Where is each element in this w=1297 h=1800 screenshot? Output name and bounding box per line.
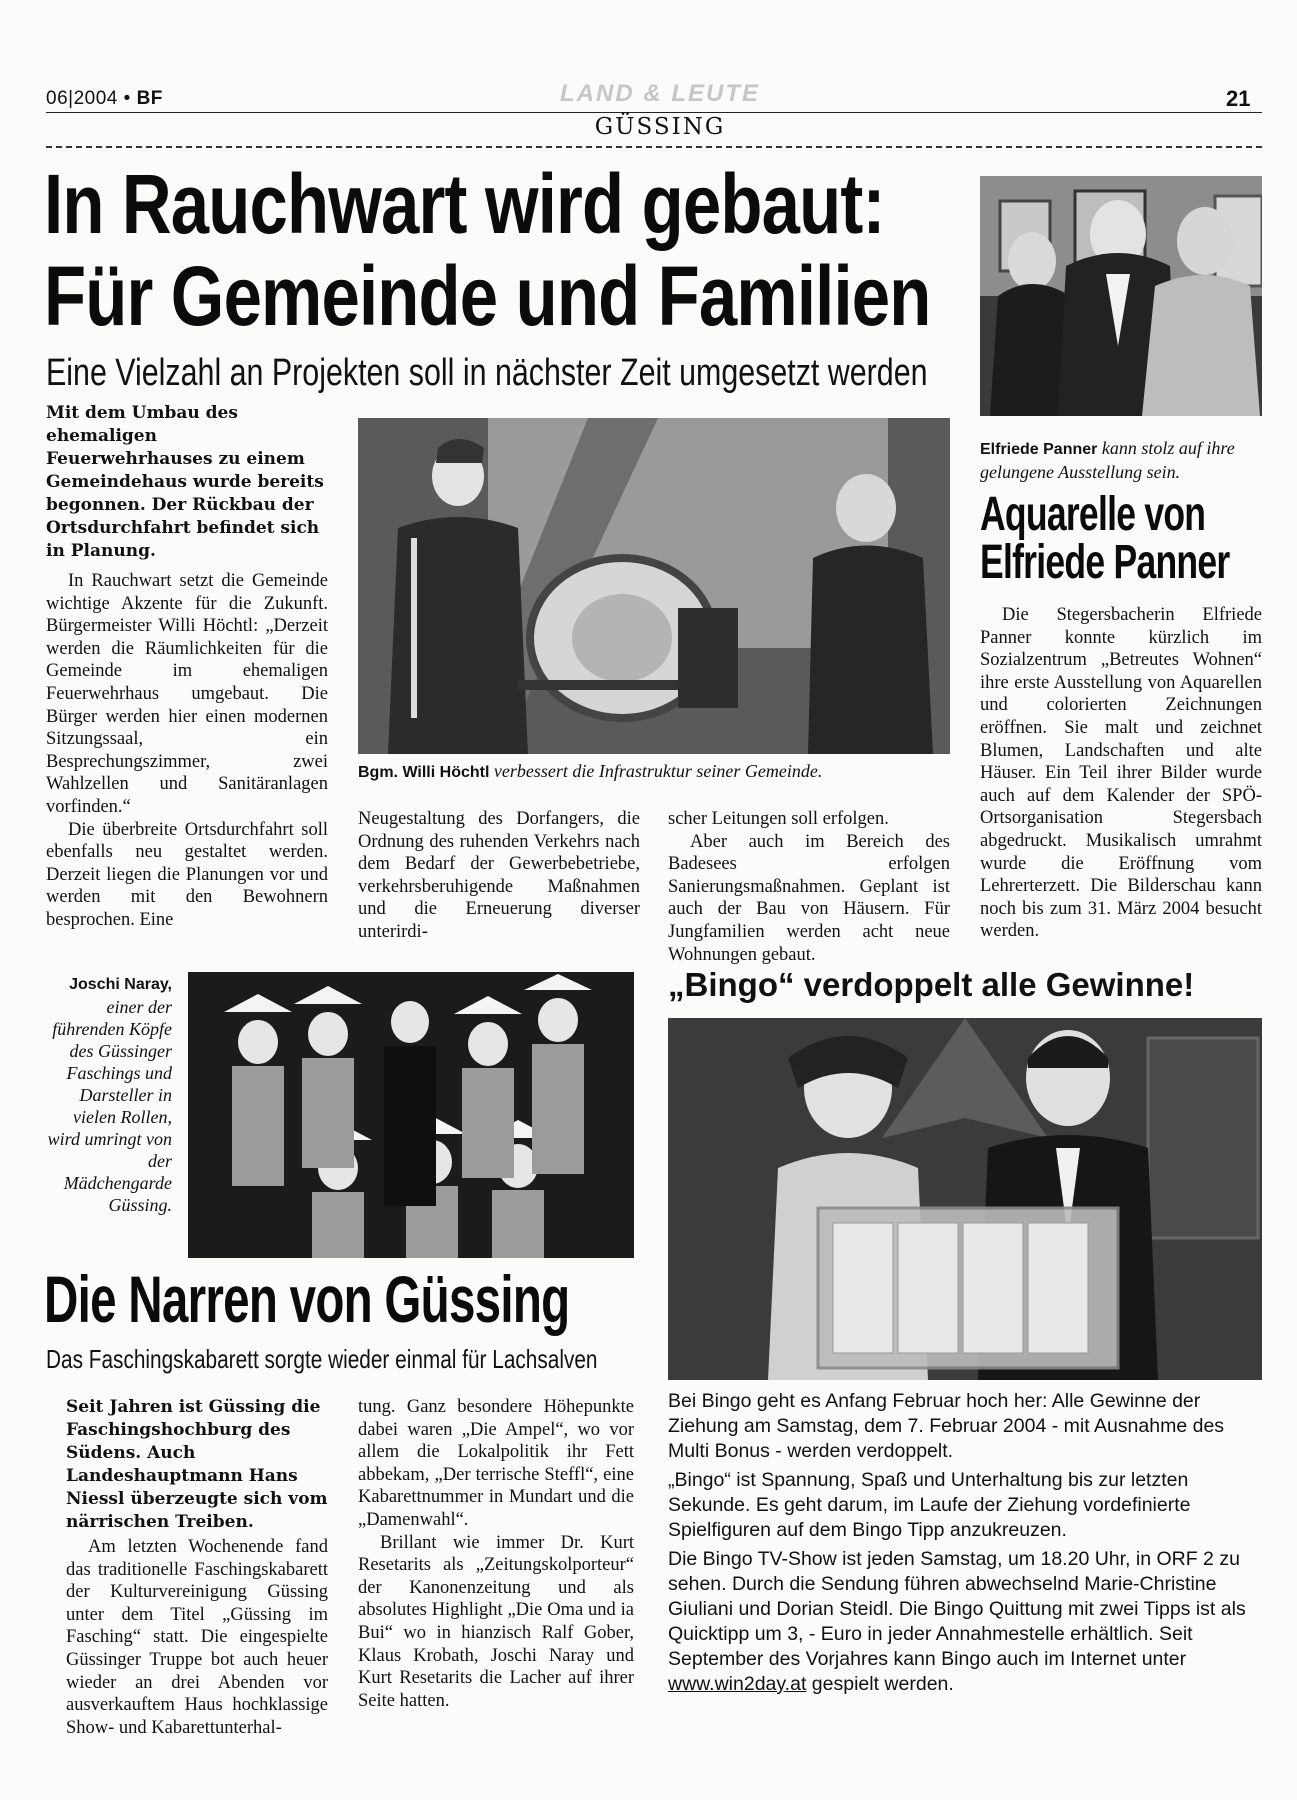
main-lead: Mit dem Umbau des ehemaligen Feuerwehrhauses zu einem Gemeindehaus wurde bereits begonnen. Der Rückbau der Ortsdurchfahrt befindet sich in Planung. — [46, 403, 324, 561]
photo-willi-hoechtl — [358, 418, 950, 754]
bullet: • — [123, 88, 131, 109]
main-col2 — [358, 808, 640, 944]
header-rule — [46, 112, 1262, 113]
main-col2-paragraph: Neugestaltung des Dorfangers, die Ordnung des ruhenden Verkehrs nach dem Bedarf der Gewerbebetriebe, verkehrsberuhigende Maßnahmen und die Erneuerung diverser unterirdi- — [358, 809, 640, 942]
aquarelle-headline-line2: Elfriede Panner — [980, 536, 1230, 589]
caption-text: kann stolz auf ihre gelungene Ausstellung sein. — [980, 438, 1235, 482]
narren-col2 — [358, 1396, 634, 1712]
main-col3 — [668, 808, 950, 966]
caption-willi-hoechtl — [358, 760, 958, 784]
bingo-paragraph — [668, 1547, 1262, 1697]
main-headline-line2: Für Gemeinde und Familien — [44, 249, 931, 343]
photo-maedchengarde — [188, 972, 634, 1258]
caption-text: verbessert die Infrastruktur seiner Gemeinde. — [493, 761, 823, 781]
main-col3-paragraph: scher Leitungen soll erfolgen. — [668, 809, 889, 829]
aquarelle-body — [980, 604, 1262, 943]
narren-col1 — [66, 1536, 328, 1739]
bingo-headline: „Bingo“ verdoppelt alle Gewinne! — [668, 966, 1195, 1003]
narren-subheadline: Das Faschingskabarett sorgte wieder einmal für Lachsalven — [46, 1344, 598, 1374]
bingo-body — [668, 1389, 1262, 1701]
caption-name: Bgm. Willi Höchtl — [358, 764, 490, 781]
main-col1-paragraph: In Rauchwart setzt die Gemeinde wichtige Akzente für die Zukunft. Bürgermeister Willi Höchtl: „Derzeit werden die Räumlichkeiten für die Gemeinde im ehemaligen Feuerwehrhaus umgebaut. Die Bürger werden hier einen modernen Sitzungssaal, ein Besprechungszimmer, zwei Wahlzellen und Sanitäranlagen vorfinden.“ — [46, 571, 328, 817]
main-col1-paragraph: Die überbreite Ortsdurchfahrt soll ebenfalls neu gestaltet werden. Derzeit liegen die Planungen vor und werden mit den Bewohnern besprochen. Eine — [46, 819, 328, 930]
issue-date: 06|2004 — [46, 88, 118, 109]
caption-joschi-naray — [46, 972, 172, 1216]
caption-text: einer der führenden Köpfe des Güssinger Faschings und Darsteller in vielen Rollen, wird umringt von der Mädchengarde Güssing. — [47, 997, 172, 1215]
main-headline-line1: In Rauchwart wird gebaut: — [44, 157, 885, 251]
issue-info — [46, 88, 163, 110]
main-subheadline: Eine Vielzahl an Projekten soll in nächster Zeit umgesetzt werden — [46, 352, 928, 394]
page-number: 21 — [1226, 86, 1251, 111]
narren-col2-paragraph: tung. Ganz besondere Höhepunkte dabei waren „Die Ampel“, wo vor allem die Lokalpolitik ihr Fett abbekam, „Der terrische Steffl“, eine Kabarettnummer in Mundart und die „Damenwahl“. — [358, 1397, 634, 1530]
photo-bingo-hosts — [668, 1018, 1262, 1380]
aquarelle-paragraph: Die Stegersbacherin Elfriede Panner konnte kürzlich im Sozialzentrum „Betreutes Wohnen“ ihre erste Ausstellung von Aquarellen und colorierten Zeichnungen eröffnen. Sie malt und zeichnet Blumen, Landschaften und alte Häuser. Ein Teil ihrer Bilder wurde auch auf dem Kalender der SPÖ-Ortsorganisation Stegersbach abgedruckt. Musikalisch umrahmt wurde die Eröffnung vom Lehrerterzett. Die Bilderschau kann noch bis zum 31. März 2004 besucht werden. — [980, 605, 1262, 942]
bingo-paragraph-text: Die Bingo TV-Show ist jeden Samstag, um 18.20 Uhr, in ORF 2 zu sehen. Durch die Sendung führen abwechselnd Marie-Christine Giuliani und Dorian Steidl. Die Bingo Quittung mit zwei Tipps ist als Quicktipp um 3, - Euro in jeder Annahmestelle erhältlich. Seit September des Vorjahres kann Bingo auch im Internet unter — [668, 1548, 1246, 1670]
narren-headline: Die Narren von Güssing — [44, 1262, 570, 1336]
narren-col1-paragraph: Am letzten Wochenende fand das traditionelle Faschingskabarett der Kulturvereinigung Güssing unter dem Titel „Güssing im Fasching“ statt. Die eingespielte Güssinger Truppe bot auch heuer wieder an drei Abenden vor ausverkauftem Haus hochklassige Show- und Kabarettunterhal- — [66, 1537, 328, 1738]
header-dashed-rule — [46, 146, 1262, 148]
main-col3-paragraph: Aber auch im Bereich des Badesees erfolgen Sanierungsmaßnahmen. Geplant ist auch der Bau von Häusern. Für Jungfamilien werden acht neue Wohnungen gebaut. — [668, 831, 950, 965]
main-col1 — [46, 570, 328, 932]
narren-col2-paragraph: Brillant wie immer Dr. Kurt Resetarits als „Zeitungskolporteur“ der Kanonenzeitung und als absolutes Highlight „Die Oma und ia Bui“ wo in hianzisch Ralf Gober, Klaus Krobath, Joschi Naray und Kurt Resetarits die Lacher auf ihrer Seite hatten. — [358, 1532, 634, 1711]
bingo-paragraph: „Bingo“ ist Spannung, Spaß und Unterhaltung bis zur letzten Sekunde. Es geht darum, im Laufe der Ziehung vordefinierte Spielfiguren auf dem Bingo Tipp anzukreuzen. — [668, 1469, 1191, 1541]
region-label: GÜSSING — [594, 114, 726, 140]
bingo-paragraph: Bei Bingo geht es Anfang Februar hoch her: Alle Gewinne der Ziehung am Samstag, dem 7. Februar 2004 - mit Ausnahme des Multi Bonus - werden verdoppelt. — [668, 1390, 1225, 1462]
caption-elfriede-panner — [980, 437, 1264, 483]
caption-name: Joschi Naray, — [69, 976, 172, 993]
bingo-paragraph-end: gespielt werden. — [811, 1673, 954, 1695]
narren-lead: Seit Jahren ist Güssing die Faschingshochburg des Südens. Auch Landeshauptmann Hans Niessl überzeugte sich vom närrischen Treiben. — [66, 1397, 328, 1532]
caption-name: Elfriede Panner — [980, 441, 1098, 458]
publication-name: BF — [136, 88, 163, 109]
photo-elfriede-panner — [980, 176, 1262, 416]
win2day-link[interactable]: www.win2day.at — [668, 1673, 807, 1695]
aquarelle-headline-line1: Aquarelle von — [980, 488, 1206, 541]
section-title: LAND & LEUTE — [560, 80, 760, 107]
